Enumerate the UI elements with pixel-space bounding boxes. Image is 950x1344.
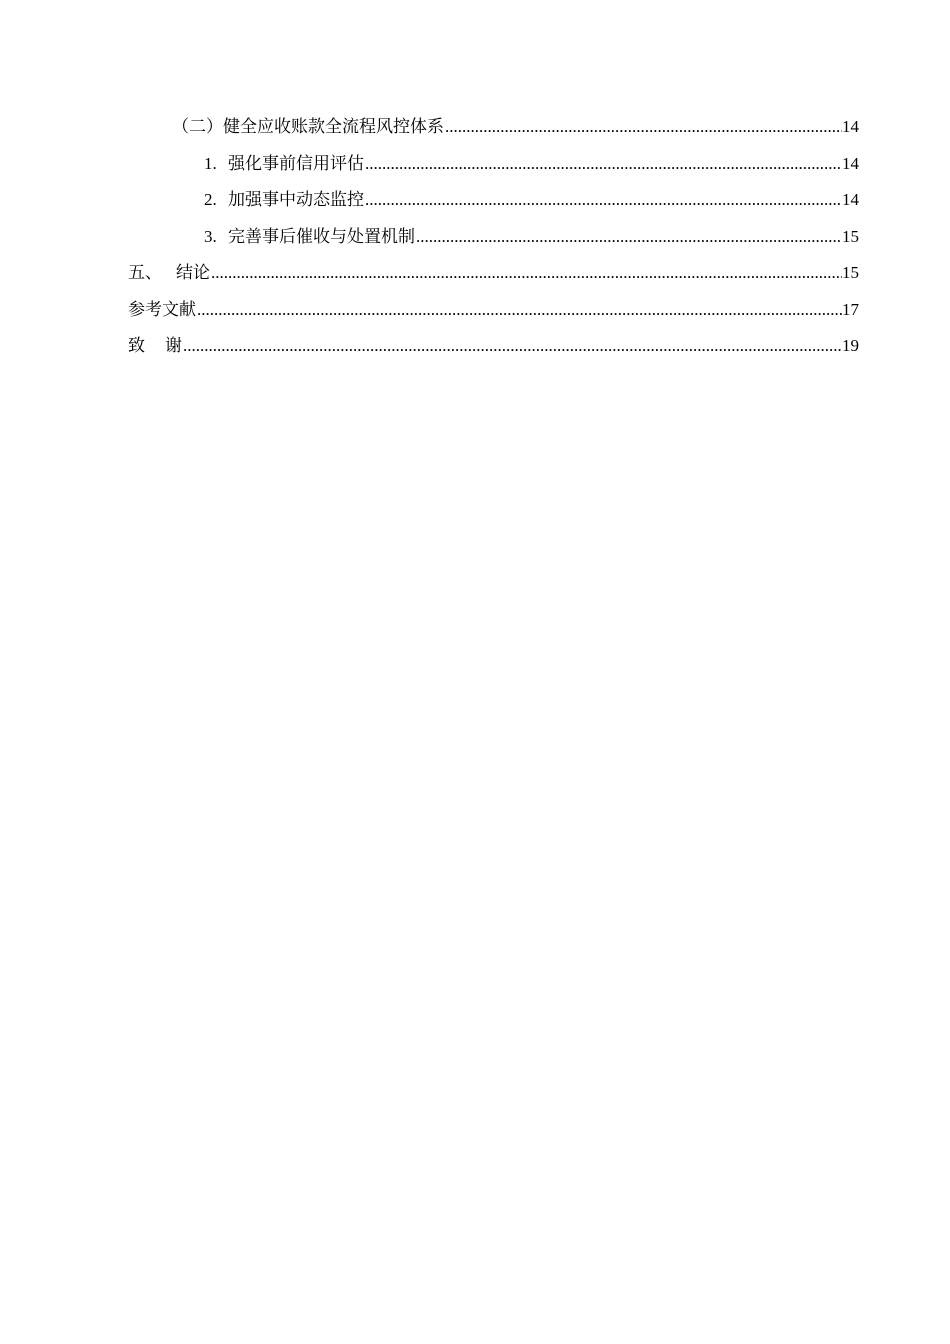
- toc-entry-title: （二）健全应收账款全流程风控体系: [172, 117, 444, 136]
- toc-entry-number: 3.: [204, 227, 217, 246]
- toc-entry[interactable]: [204, 225, 859, 249]
- toc-entry-title: 加强事中动态监控: [228, 190, 364, 209]
- toc-entry[interactable]: [128, 298, 859, 322]
- toc-page-number: 15: [842, 227, 859, 246]
- toc-entry-title: 完善事后催收与处置机制: [228, 227, 415, 246]
- toc-dot-leader: [196, 298, 842, 322]
- toc-entry-title: 参考文献: [128, 300, 196, 320]
- toc-page-number: 15: [842, 263, 859, 282]
- toc-entry[interactable]: [204, 188, 859, 212]
- toc-entry-title: 结论: [176, 263, 210, 283]
- toc-dot-leader: [210, 261, 842, 285]
- toc-entry[interactable]: [128, 334, 859, 358]
- toc-page-number: 14: [842, 154, 859, 173]
- toc-page-number: 14: [842, 190, 859, 209]
- toc-page-number: 17: [842, 300, 859, 319]
- toc-dot-leader: [182, 334, 842, 358]
- toc-dot-leader: [415, 225, 842, 249]
- toc-dot-leader: [444, 115, 842, 139]
- toc-entry-title-part: 致: [128, 336, 145, 356]
- toc-dot-leader: [364, 152, 842, 176]
- toc-page-number: 14: [842, 117, 859, 136]
- toc-page-number: 19: [842, 336, 859, 355]
- toc-entry-title: 强化事前信用评估: [228, 154, 364, 173]
- toc-entry-number: 五、: [128, 263, 162, 283]
- toc-entry-number: 2.: [204, 190, 217, 209]
- toc-entry[interactable]: [172, 115, 859, 139]
- toc-entry-title-part: 谢: [165, 336, 182, 356]
- toc-dot-leader: [364, 188, 842, 212]
- toc-entry[interactable]: [128, 261, 859, 285]
- toc-entry-number: 1.: [204, 154, 217, 173]
- toc-entry[interactable]: [204, 152, 859, 176]
